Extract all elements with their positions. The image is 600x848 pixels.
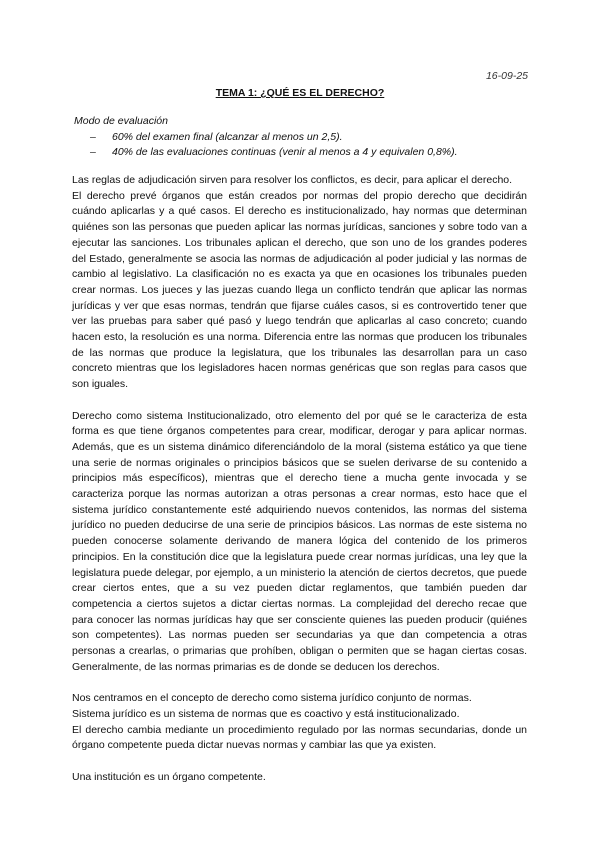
evaluation-heading: Modo de evaluación	[74, 115, 168, 127]
paragraph-institucion: Una institución es un órgano competente.	[72, 770, 266, 783]
paragraph-institucionalizado: El derecho prevé órganos que están creados por normas del propio derecho que decidirán cuándo aplicarlas y a qué casos. El derecho es institucionalizado, hay normas que determinan quiénes son las personas que pueden aplicar las normas jurídicas, sanciones y sobre todo van a ejecutar las sanciones. Los tribunales aplican el derecho, que son uno de los grandes poderes del Estado, generalmente se asocia las normas de adjudicación al poder judicial y las normas de cambio al legislativo. La clasificación no es exacta ya que en ocasiones los tribunales pueden crear normas. Los jueces y las juezas cuando llega un conflicto tendrán que aplicar las normas jurídicas y ver que esas normas, tendrán que fijarse cuáles casos, si es controvertido tener que ver las pruebas para saber qué pasó y luego tendrán que aplicarlas al caso concreto; cuando hacen esto, la resolución es una norma. Diferencia entre las normas que producen los tribunales de las normas que produce la legislatura, que los tribunales las desarrollan para un caso concreto mientras que los legisladores hacen normas genéricas que son reglas para casos que son iguales.	[72, 189, 527, 391]
bullet-dash: –	[90, 130, 96, 143]
paragraph-adjudicacion: Las reglas de adjudicación sirven para resolver los conflictos, es decir, para aplicar el derecho.	[72, 174, 513, 186]
document-date: 16-09-25	[485, 70, 528, 82]
evaluation-list	[74, 130, 534, 161]
paragraph-sistema-juridico: Sistema jurídico es un sistema de normas que es coactivo y está institucionalizado.	[72, 707, 460, 720]
evaluation-section	[74, 114, 534, 161]
document-title: TEMA 1: ¿QUÉ ES EL DERECHO?	[215, 87, 385, 99]
paragraph-cambio: El derecho cambia mediante un procedimiento regulado por las normas secundarias, donde un órgano competente pueda dictar nuevas normas y cambiar las que ya existen.	[72, 723, 527, 752]
evaluation-item-text: 40% de las evaluaciones continuas (venir al menos a 4 y equivalen 0,8%).	[112, 146, 458, 158]
document-body	[72, 173, 527, 801]
evaluation-item	[90, 130, 534, 146]
evaluation-item-text: 60% del examen final (alcanzar al menos un 2,5).	[112, 130, 343, 143]
paragraph-concepto: Nos centramos en el concepto de derecho como sistema jurídico conjunto de normas.	[72, 692, 472, 705]
bullet-dash: –	[90, 146, 96, 158]
evaluation-item	[90, 145, 534, 161]
paragraph-sistema-institucionalizado: Derecho como sistema Institucionalizado, otro elemento del por qué se le caracteriza de esta forma es que tiene órganos competentes para crear, modificar, derogar y para aplicar normas. Además, que es un sistema dinámico diferenciándolo de la moral (sistema estático ya que tiene una serie de normas originales o principios básicos que se suelen derivarse de su contenido a principios más específicos), mientras que el derecho tiene a mucha gente invocada y se caracteriza porque las normas autorizan a otras personas a crear normas, esto hace que el sistema jurídico constantemente esté adquiriendo nuevos contenidos, las normas del sistema jurídico no pueden deducirse de una serie de principios básicos. Las normas de este sistema no pueden conocerse solamente derivando de manera lógica del contenido de los primeros principios. En la constitución dice que la legislatura puede crear normas jurídicas, una ley que la legislatura puede delegar, por ejemplo, a un ministerio la atención de ciertos decretos, que puede crear ciertos entes, que a su vez pueden dictar reglamentos, que también pueden dar competencia a ciertos sujetos a dictar ciertas normas. La complejidad del derecho recae que para conocer las normas jurídicas hay que ser consciente quienes las pueden producir (quiénes son competentes). Las normas pueden ser secundarias ya que dan competencia a otras personas a crearlas, o primarias que prohíben, obligan o permiten que se hagan ciertas cosas. Generalmente, de las normas primarias es de donde se deducen los derechos.	[72, 409, 527, 673]
